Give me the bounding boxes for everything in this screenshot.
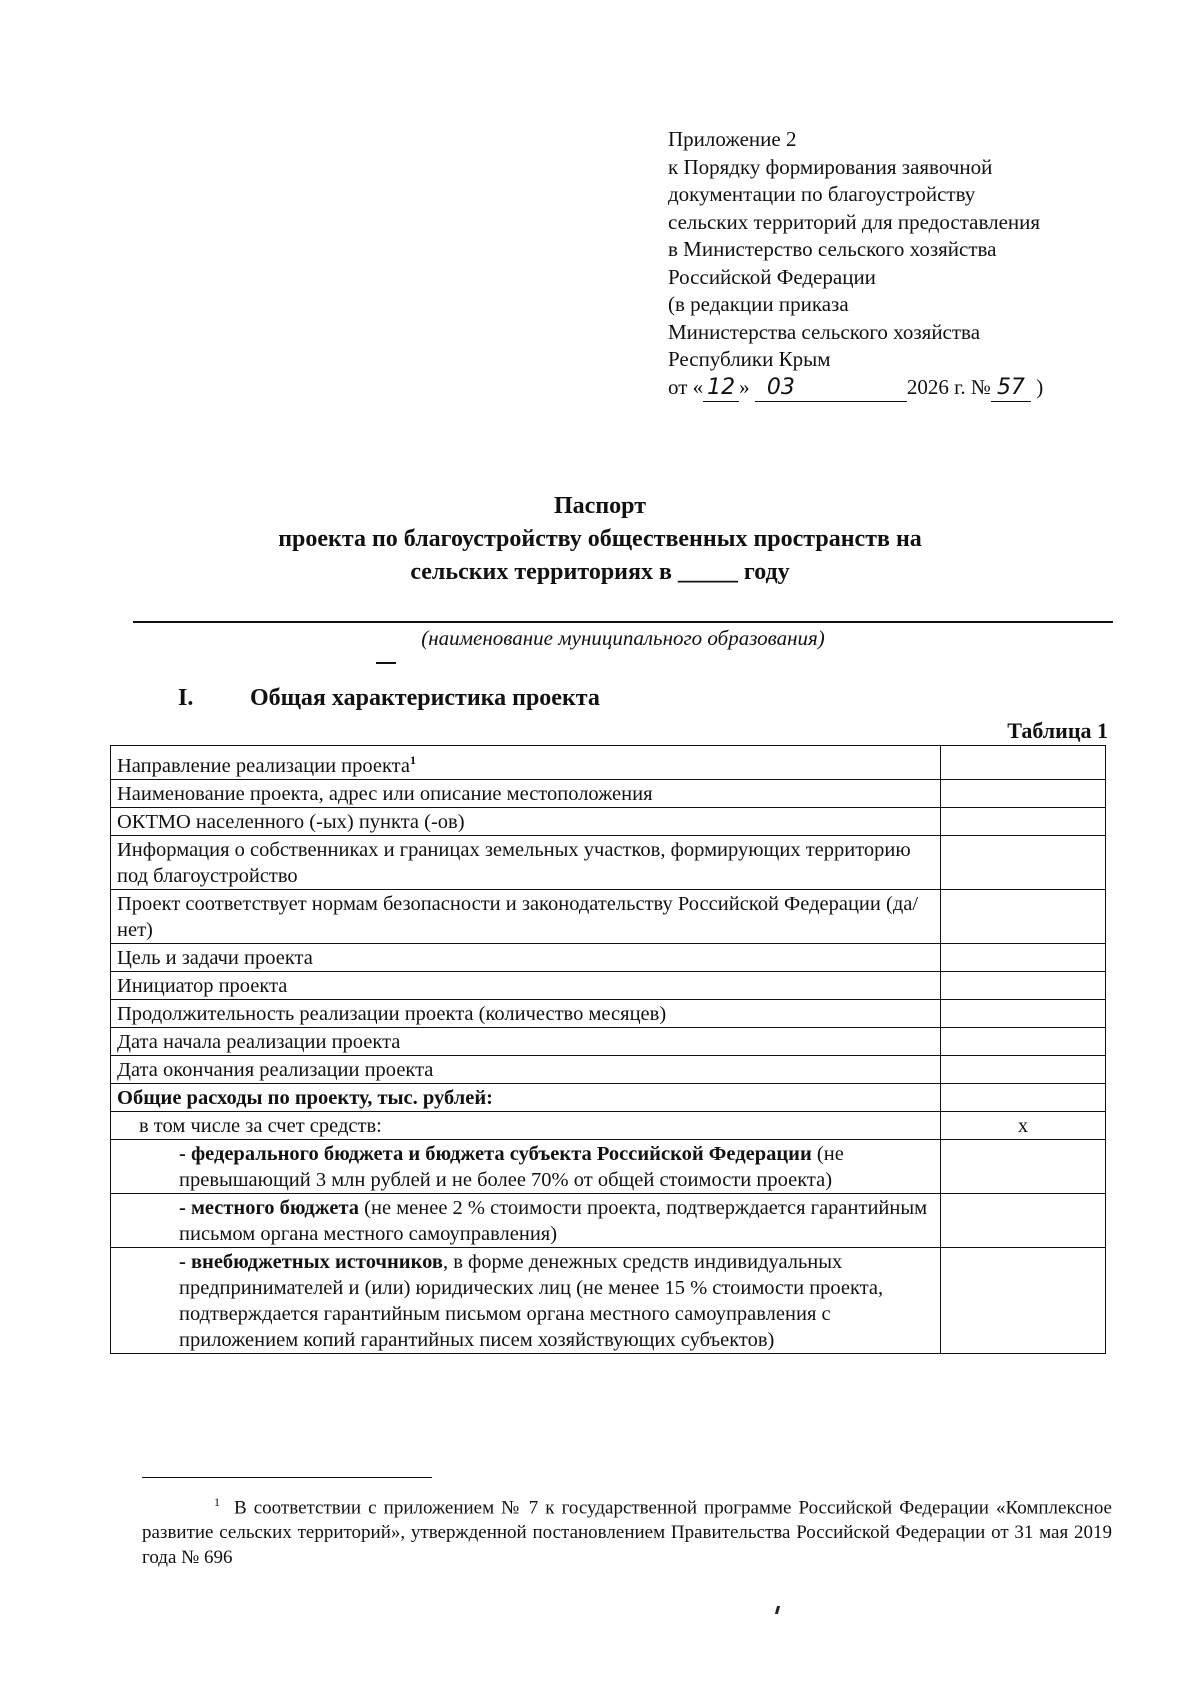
row-label-rest: (не менее 2 % стоимости проекта, подтверждается гарантийным письмом органа местного самоуправления) <box>179 1196 928 1245</box>
row-label: Инициатор проекта <box>111 971 941 999</box>
row-label <box>111 1139 941 1193</box>
table-row <box>111 889 1106 943</box>
row-label <box>111 746 941 780</box>
table-row <box>111 807 1106 835</box>
row-label: Цель и задачи проекта <box>111 943 941 971</box>
row-label: Дата начала реализации проекта <box>111 1027 941 1055</box>
table-row <box>111 746 1106 780</box>
row-value[interactable] <box>941 999 1106 1027</box>
row-label <box>111 1247 941 1353</box>
section-number: I. <box>178 685 194 711</box>
table-row <box>111 835 1106 889</box>
row-label: Проект соответствует нормам безопасности и законодательству Российской Федерации (да/нет) <box>111 889 941 943</box>
row-value[interactable] <box>941 1247 1106 1353</box>
row-value[interactable] <box>941 1139 1106 1193</box>
appendix-line: в Министерство сельского хозяйства <box>668 237 997 261</box>
footnote-mark: 1 <box>214 1495 220 1509</box>
row-label: Общие расходы по проекту, тыс. рублей: <box>111 1083 941 1111</box>
row-label-bold: - федерального бюджета и бюджета субъекта Российской Федерации <box>179 1142 812 1165</box>
row-value[interactable] <box>941 1083 1106 1111</box>
date-year: 2026 г. № <box>906 374 991 399</box>
appendix-line: сельских территорий для предоставления <box>668 209 1041 234</box>
document-title <box>100 490 1100 589</box>
table-row <box>111 1193 1106 1247</box>
table-row <box>111 971 1106 999</box>
row-value[interactable] <box>941 779 1106 807</box>
table-row <box>111 1111 1106 1139</box>
row-label <box>111 1193 941 1247</box>
table-row <box>111 1027 1106 1055</box>
title-line-3: сельских территориях в _____ году <box>410 559 790 585</box>
row-label-bold: - местного бюджета <box>179 1196 360 1219</box>
row-label: Наименование проекта, адрес или описание местоположения <box>111 779 941 807</box>
row-label-rest: , в форме денежных средств индивидуальных предпринимателей и (или) юридических лиц (не менее 15 % стоимости проекта, подтверждается гарантийным письмом органа местного самоуправления с приложением копий гарантийных писем хозяйствующих субъектов) <box>179 1250 884 1351</box>
appendix-line: к Порядку формирования заявочной <box>668 154 993 179</box>
project-passport-table <box>110 745 1106 1354</box>
footnote <box>142 1490 1112 1570</box>
dash-mark <box>376 662 396 664</box>
footnote-text: В соответствии с приложением № 7 к государственной программе Российской Федерации «Комплексное развитие сельских территорий», утвержденной постановлением Правительства Российской Федерации от 31 мая 2019 года № 696 <box>142 1497 1112 1569</box>
table-row <box>111 1139 1106 1193</box>
section-title: Общая характеристика проекта <box>250 685 600 711</box>
municipality-caption: (наименование муниципального образования) <box>421 626 825 650</box>
date-prefix: от « <box>668 374 704 399</box>
appendix-line: Российской Федерации <box>668 264 876 289</box>
row-value[interactable] <box>941 835 1106 889</box>
row-value: x <box>941 1111 1106 1139</box>
date-month: 03 <box>755 374 907 403</box>
row-value[interactable] <box>941 746 1106 780</box>
appendix-line: Республики Крым <box>668 347 831 371</box>
table-row <box>111 779 1106 807</box>
table-row <box>111 1055 1106 1083</box>
row-value[interactable] <box>941 1027 1106 1055</box>
table-row <box>111 999 1106 1027</box>
date-suffix: ) <box>1030 374 1044 399</box>
date-day: 12 <box>703 374 739 403</box>
appendix-line: Приложение 2 <box>668 127 797 151</box>
section-heading <box>178 685 600 712</box>
row-value[interactable] <box>941 1055 1106 1083</box>
row-label: в том числе за счет средств: <box>111 1111 941 1139</box>
table-row <box>111 1247 1106 1353</box>
row-value[interactable] <box>941 971 1106 999</box>
order-date-line <box>668 374 1128 403</box>
table-row <box>111 943 1106 971</box>
appendix-header <box>668 126 1128 402</box>
row-label: ОКТМО населенного (-ых) пункта (-ов) <box>111 807 941 835</box>
date-mid: » <box>739 374 755 399</box>
row-value[interactable] <box>941 807 1106 835</box>
row-label-text: Направление реализации проекта <box>117 754 410 777</box>
row-label-bold: - внебюджетных источников <box>179 1250 443 1273</box>
row-label-rest: (не превышающий 3 млн рублей и не более 70% от общей стоимости проекта) <box>179 1142 844 1191</box>
footnote-separator <box>142 1477 432 1478</box>
footnote-ref: 1 <box>410 753 416 767</box>
appendix-line: Министерства сельского хозяйства <box>668 319 981 344</box>
municipality-fill-line <box>133 621 1113 623</box>
table-row <box>111 1083 1106 1111</box>
row-value[interactable] <box>941 1193 1106 1247</box>
row-value[interactable] <box>941 889 1106 943</box>
row-label: Продолжительность реализации проекта (количество месяцев) <box>111 999 941 1027</box>
title-line-1: Паспорт <box>554 493 646 519</box>
scan-speck <box>775 1606 780 1614</box>
table-label: Таблица 1 <box>1007 718 1108 743</box>
order-number: 57 <box>991 374 1031 403</box>
row-label: Дата окончания реализации проекта <box>111 1055 941 1083</box>
title-line-2: проекта по благоустройству общественных пространств на <box>278 526 922 552</box>
appendix-line: (в редакции приказа <box>668 292 849 316</box>
row-value[interactable] <box>941 943 1106 971</box>
appendix-line: документации по благоустройству <box>668 182 976 206</box>
row-label: Информация о собственниках и границах земельных участков, формирующих территорию под благоустройство <box>111 835 941 889</box>
